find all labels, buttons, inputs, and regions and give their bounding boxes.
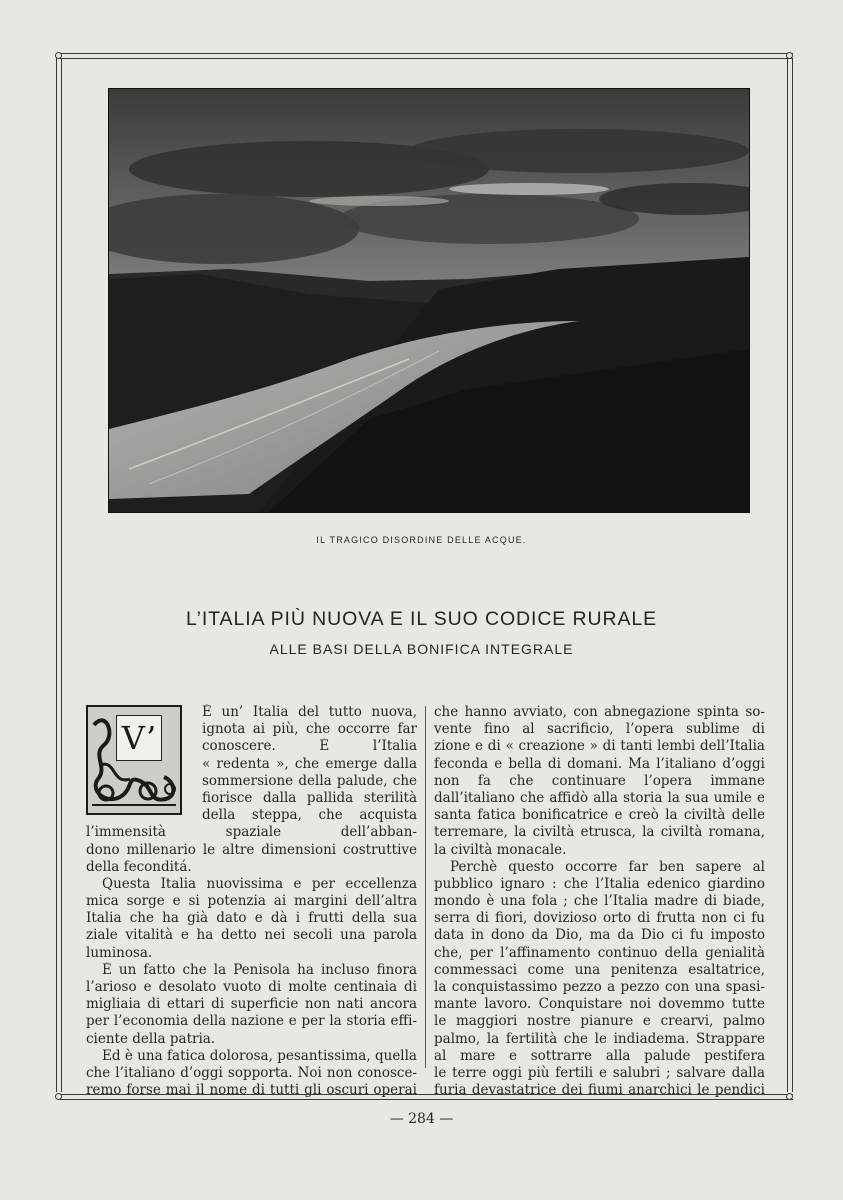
text-line: palmo, la fertilità che le indiadema. Strappare	[434, 1030, 765, 1047]
text-line: l’immensità spaziale dell’abban-	[86, 824, 417, 841]
drop-cap-letter: V’	[116, 715, 162, 761]
article-subtitle: ALLE BASI DELLA BONIFICA INTEGRALE	[269, 641, 574, 657]
text-line: Italia che ha già dato e dà i frutti della sua	[86, 910, 417, 927]
text-line: fiorisce dalla pallida sterilità	[202, 789, 417, 806]
text-line: luminosa.	[86, 944, 153, 961]
frame-corner-ornament	[55, 52, 62, 59]
text-line: al mare e sottrarre alla palude pestifera	[434, 1047, 765, 1064]
text-line: ziale vitalità e ha detto nei secoli una parola	[86, 927, 417, 944]
text-line: l’arioso e desolato vuoto di molte centinaia di	[86, 979, 417, 995]
frame-corner-ornament	[55, 1093, 62, 1100]
text-line: commessaci come una penitenza esaltatrice,	[434, 961, 765, 978]
page-number: — 284 —	[389, 1111, 454, 1127]
text-line: che hanno avviato, con abnegazione spinta so-	[434, 704, 765, 720]
article-column-right	[434, 704, 765, 1099]
text-line: pubblico ignaro : che l’Italia edenico giardino	[434, 875, 765, 892]
text-line: santa fatica bonificatrice e creò la civiltà delle	[434, 807, 765, 824]
text-line: mica sorge e si potenzia ai margini dell’altra	[86, 893, 417, 910]
photo-caption: IL TRAGICO DISORDINE DELLE ACQUE.	[316, 535, 527, 545]
text-line: ignota ai più, che occorre far	[202, 721, 417, 738]
text-line: che l’italiano d’oggi sopporta. Noi non conosce-	[86, 1064, 417, 1081]
text-line: mante lavoro. Conquistare noi dovemmo tutte	[434, 996, 765, 1013]
frame-corner-ornament	[786, 1093, 793, 1100]
text-line: vente fino al sacrificio, l’opera sublime di	[434, 721, 765, 738]
text-line: della feconditá.	[86, 858, 192, 875]
text-line: mondo è una fola ; che l’Italia madre di biade,	[434, 893, 765, 910]
text-line: terremare, la civiltà etrusca, la civiltà romana,	[434, 824, 765, 841]
text-line: sommersione della palude, che	[202, 772, 417, 789]
text-line: dono millenario le altre dimensioni costruttive	[86, 841, 417, 858]
text-line: migliaia di ettari di superficie non nati ancora	[86, 996, 417, 1013]
ornamental-drop-cap	[86, 705, 182, 815]
frame-right-rule	[787, 58, 793, 1092]
text-line: zione e di « creazione » di tanti lembi dell’Italia	[434, 738, 765, 755]
text-line: che, per l’affinamento continuo della genialità	[434, 944, 765, 961]
text-line: Perchè questo occorre far ben sapere al	[450, 858, 765, 875]
text-line: ciente della patria.	[86, 1030, 216, 1047]
column-divider	[425, 706, 426, 1068]
frame-left-rule	[56, 58, 62, 1092]
text-line: Questa Italia nuovissima e per eccellenza	[102, 875, 417, 892]
text-line: la conquistassimo pezzo a pezzo con una spasi-	[434, 979, 765, 995]
text-line: la civiltà monacale.	[434, 841, 567, 858]
frame-top-rule	[60, 53, 793, 59]
text-line: serra di fiori, dovizioso orto di frutta non ci fu	[434, 910, 765, 927]
text-line: non fa che continuare l’opera immane	[434, 772, 765, 789]
text-line: furia devastatrice dei fiumi anarchici le pendici	[434, 1082, 765, 1099]
text-line: dall’italiano che affidò alla storia la sua umile e	[434, 789, 765, 806]
text-line: È un’ Italia del tutto nuova,	[202, 704, 417, 720]
text-line: le terre oggi più fertili e salubri ; salvare dalla	[434, 1064, 765, 1081]
text-line: È un fatto che la Penisola ha incluso finora	[102, 961, 417, 978]
text-line: della steppa, che acquista	[202, 807, 417, 824]
river-landscape-photo	[108, 88, 750, 513]
text-line: Ed è una fatica dolorosa, pesantissima, quella	[102, 1047, 417, 1064]
article-column-left	[86, 704, 417, 1099]
text-line: data in dono da Dio, ma da Dio ci fu imposto	[434, 927, 765, 944]
text-line: le maggiori nostre pianure e crearvi, palmo	[434, 1013, 765, 1030]
text-line: conoscere. È l’Italia	[202, 738, 417, 755]
article-title: L’ITALIA PIÙ NUOVA E IL SUO CODICE RURALE	[185, 608, 658, 630]
text-line: feconda e bella di domani. Ma l’italiano d’oggi	[434, 755, 765, 772]
text-line: « redenta », che emerge dalla	[202, 755, 417, 772]
text-line: remo forse mai il nome di tutti gli oscuri operai	[86, 1082, 417, 1099]
text-line: per l’economia della nazione e per la storia effi-	[86, 1013, 417, 1030]
frame-corner-ornament	[786, 52, 793, 59]
